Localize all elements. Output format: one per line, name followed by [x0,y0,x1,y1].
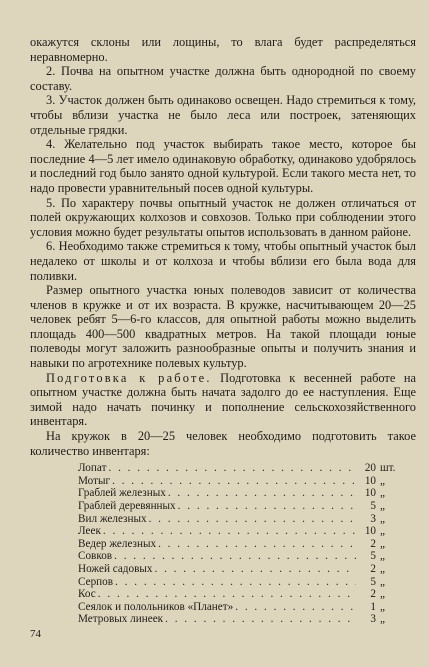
inventory-row [78,601,402,614]
paragraph-item-5: 5. По характеру почвы опытный участок не должен отличаться от полей окружающих колхозов и совхозов. Только при соблюдении этого условия можно будет результаты опытов использовать в данном районе. [30,195,416,239]
preparation-heading: Подготовка к работе. [46,370,212,385]
inventory-item-name: Ножей садовых [78,562,153,575]
inventory-item-qty: 5 [370,550,376,563]
inventory-row [78,550,402,563]
inventory-row [78,500,402,513]
inventory-item-name: Леек [78,525,101,538]
inventory-item-qty: 10 [364,487,376,500]
paragraph-item-6: 6. Необходимо также стремиться к тому, чтобы опытный участок был недалеко от школы и от колхоза и чтобы вблизи его была вода для поливки. [30,239,416,283]
inventory-item-qty: 1 [370,600,376,613]
leader-dots [235,601,356,614]
paragraph-plot-size: Размер опытного участка юных полеводов зависит от количества членов в кружке и от их возраста. В кружке, насчитывающем 20—25 человек ребят 5—6-го классов, для опытной работы можно выделить площадь 400—500 квадратных метров. На такой площади юные полеводы могут заложить разнообразные опыты и получить знания и навыки по агротехнике полевых культур. [30,283,416,371]
leader-dots [178,500,356,513]
leader-dots [98,588,356,601]
inventory-row [78,588,402,601]
paragraph-item-2: 2. Почва на опытном участке должна быть однородной по своему составу. [30,64,416,93]
inventory-item-unit: „ [380,600,385,613]
inventory-item-name: Мотыг [78,474,111,487]
inventory-item-qty: 10 [364,525,376,538]
leader-dots [108,462,356,475]
inventory-item-unit: „ [380,588,385,601]
inventory-row [78,462,402,475]
leader-dots [103,525,356,538]
leader-dots [114,550,356,563]
paragraph-item-4: 4. Желательно под участок выбирать такое место, которое бы последние 4—5 лет имело одинаковую обработку, одинаково удобрялось и последний год было занято одной культурой. Если такого места нет, то надо провести уравнительный посев одной культуры. [30,137,416,195]
inventory-item-unit: „ [380,562,385,575]
paragraph-item-3: 3. Участок должен быть одинаково освещен. Надо стремиться к тому, чтобы вблизи участка не было леса или построек, затеняющих отдельные грядки. [30,93,416,137]
inventory-item-qty: 10 [364,474,376,487]
inventory-item-qty: 3 [370,512,376,525]
page-number: 74 [30,628,41,640]
inventory-item-qty: 5 [370,500,376,512]
inventory-item-unit: „ [380,537,385,550]
inventory-item-unit: шт. [380,462,396,475]
inventory-row [78,576,402,589]
inventory-item-unit: „ [380,500,385,512]
leader-dots [149,513,356,526]
inventory-item-unit: „ [380,487,385,500]
paragraph-inventory-intro: На кружок в 20—25 человек необходимо подготовить такое количество инвентаря: [30,429,416,458]
inventory-item-name: Сеялок и полольников «Планет» [78,600,234,613]
inventory-item-name: Лопат [78,462,107,475]
inventory-item-qty: 2 [370,562,376,575]
inventory-row [78,487,402,500]
inventory-row [78,475,402,488]
inventory-item-name: Метровых линеек [78,613,164,626]
leader-dots [165,613,356,626]
inventory-item-qty: 2 [370,588,376,601]
inventory-row [78,613,402,626]
paragraph-preparation [30,371,416,429]
inventory-row [78,525,402,538]
preparation-text: Подготовка к весенней работе на опытном участке должна быть начата задолго до ее наступления. Еще зимой надо начать починку и пополнение сельскохозяйственного инвентаря. [30,370,416,429]
inventory-item-name: Кос [78,588,96,601]
inventory-item-qty: 2 [370,537,376,550]
paragraph-continuation: окажутся склоны или лощины, то влага будет распределяться неравномерно. [30,35,416,64]
inventory-item-unit: „ [380,575,385,588]
leader-dots [115,576,356,589]
inventory-item-name: Совков [78,550,113,563]
inventory-item-unit: „ [380,550,385,563]
leader-dots [158,538,356,551]
inventory-item-name: Вил железных [78,512,147,525]
inventory-item-qty: 5 [370,575,376,588]
inventory-row [78,563,402,576]
leader-dots [168,487,356,500]
page-body [30,35,416,626]
inventory-item-unit: „ [380,512,385,525]
inventory-item-unit: „ [380,613,385,626]
inventory-item-name: Ведер железных [78,537,157,550]
inventory-row [78,513,402,526]
inventory-row [78,538,402,551]
inventory-item-unit: „ [380,525,385,538]
inventory-item-name: Серпов [78,575,114,588]
inventory-item-name: Граблей железных [78,487,166,500]
inventory-list [78,462,402,626]
inventory-item-unit: „ [380,474,385,487]
inventory-item-qty: 20 [364,462,376,475]
inventory-item-name: Граблей деревянных [78,500,176,512]
inventory-item-qty: 3 [370,613,376,626]
leader-dots [112,475,356,488]
leader-dots [154,563,356,576]
